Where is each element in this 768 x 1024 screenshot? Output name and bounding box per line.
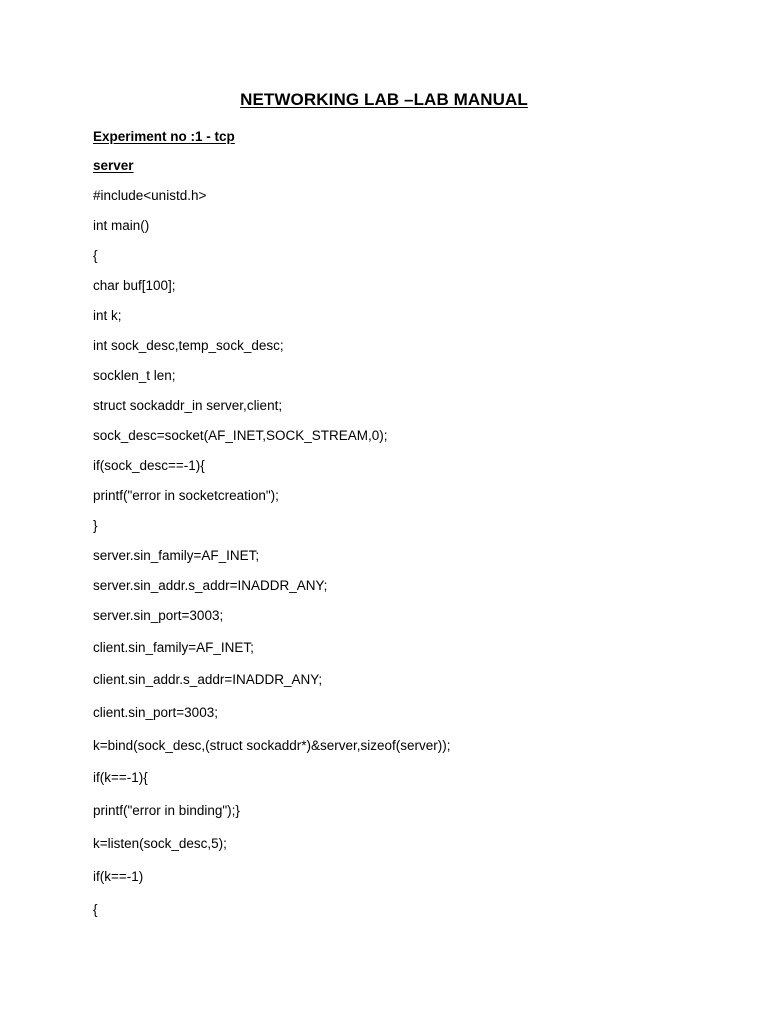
code-line: k=listen(sock_desc,5); [93, 836, 227, 851]
code-line: printf("error in socketcreation"); [93, 488, 279, 503]
code-line: socklen_t len; [93, 368, 176, 383]
code-line: client.sin_family=AF_INET; [93, 640, 254, 655]
code-line: printf("error in binding");} [93, 803, 240, 818]
code-line: int sock_desc,temp_sock_desc; [93, 338, 284, 353]
code-line: sock_desc=socket(AF_INET,SOCK_STREAM,0); [93, 428, 388, 443]
code-line: { [93, 248, 98, 263]
code-line: if(k==-1){ [93, 770, 148, 785]
code-line: if(k==-1) [93, 869, 144, 884]
code-line: server.sin_addr.s_addr=INADDR_ANY; [93, 578, 328, 593]
code-line: char buf[100]; [93, 278, 176, 293]
code-line: int k; [93, 308, 122, 323]
code-line: int main() [93, 218, 150, 233]
code-line: { [93, 902, 98, 917]
document-title: NETWORKING LAB –LAB MANUAL [240, 90, 528, 109]
code-line: client.sin_port=3003; [93, 705, 218, 720]
code-line: k=bind(sock_desc,(struct sockaddr*)&server,sizeof(server)); [93, 738, 451, 753]
code-line: #include<unistd.h> [93, 188, 207, 203]
code-line: server.sin_port=3003; [93, 608, 224, 623]
code-line: server.sin_family=AF_INET; [93, 548, 260, 563]
code-line: } [93, 518, 98, 533]
code-line: struct sockaddr_in server,client; [93, 398, 283, 413]
experiment-heading: Experiment no :1 - tcp [93, 129, 235, 144]
code-line: if(sock_desc==-1){ [93, 458, 205, 473]
code-line: client.sin_addr.s_addr=INADDR_ANY; [93, 672, 323, 687]
section-heading: server [93, 158, 134, 173]
